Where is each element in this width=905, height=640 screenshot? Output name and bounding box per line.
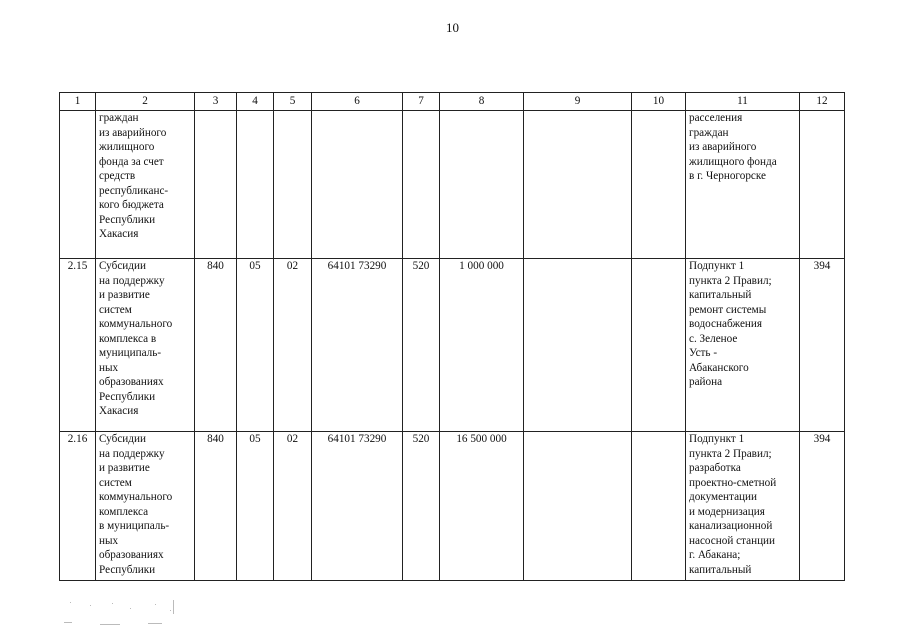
table-row [60,259,845,432]
scan-noise [60,600,180,630]
cell-col10 [632,432,686,581]
row-basis: расселения граждан из аварийного жилищного фонда в г. Черногорске [686,111,800,259]
row-name: Субсидии на поддержку и развитие систем коммунального комплекса в муниципаль- ных образованиях Республики Хакасия [96,259,195,432]
row-number: 2.15 [60,259,96,432]
cell-col10 [632,111,686,259]
cell-expense-type: 520 [403,432,440,581]
cell-col9 [524,259,632,432]
row-number [60,111,96,259]
header-cell: 12 [800,93,845,111]
cell-section: 05 [237,432,274,581]
table-row [60,432,845,581]
budget-table [59,92,845,581]
header-cell: 11 [686,93,800,111]
header-cell: 2 [96,93,195,111]
cell-target-article: 64101 73290 [312,432,403,581]
cell-subsection: 02 [274,432,312,581]
cell-expense-type [403,111,440,259]
cell-expense-type: 520 [403,259,440,432]
cell-amount: 1 000 000 [440,259,524,432]
header-cell: 1 [60,93,96,111]
cell-target-article [312,111,403,259]
header-cell: 8 [440,93,524,111]
cell-amount [440,111,524,259]
header-cell: 10 [632,93,686,111]
cell-target-article: 64101 73290 [312,259,403,432]
row-name: Субсидии на поддержку и развитие систем коммунального комплекса в муниципаль- ных образованиях Республики [96,432,195,581]
cell-col9 [524,432,632,581]
header-cell: 6 [312,93,403,111]
cell-col12: 394 [800,259,845,432]
cell-col12: 394 [800,432,845,581]
cell-section: 05 [237,259,274,432]
cell-subsection: 02 [274,259,312,432]
row-basis: Подпункт 1 пункта 2 Правил; капитальный ремонт системы водоснабжения с. Зеленое Усть - Абаканского района [686,259,800,432]
cell-col12 [800,111,845,259]
cell-ministry: 840 [195,432,237,581]
row-name: граждан из аварийного жилищного фонда за счет средств республиканс- кого бюджета Республики Хакасия [96,111,195,259]
row-number: 2.16 [60,432,96,581]
header-cell: 7 [403,93,440,111]
header-cell: 4 [237,93,274,111]
header-cell: 5 [274,93,312,111]
cell-section [237,111,274,259]
page-number: 10 [446,20,459,35]
cell-subsection [274,111,312,259]
cell-col9 [524,111,632,259]
table-row [60,111,845,259]
header-cell: 9 [524,93,632,111]
cell-ministry [195,111,237,259]
header-row [60,93,845,111]
cell-amount: 16 500 000 [440,432,524,581]
row-basis: Подпункт 1 пункта 2 Правил; разработка проектно-сметной документации и модернизация канализационной насосной станции г. Абакана; капитальный [686,432,800,581]
cell-col10 [632,259,686,432]
cell-ministry: 840 [195,259,237,432]
header-cell: 3 [195,93,237,111]
